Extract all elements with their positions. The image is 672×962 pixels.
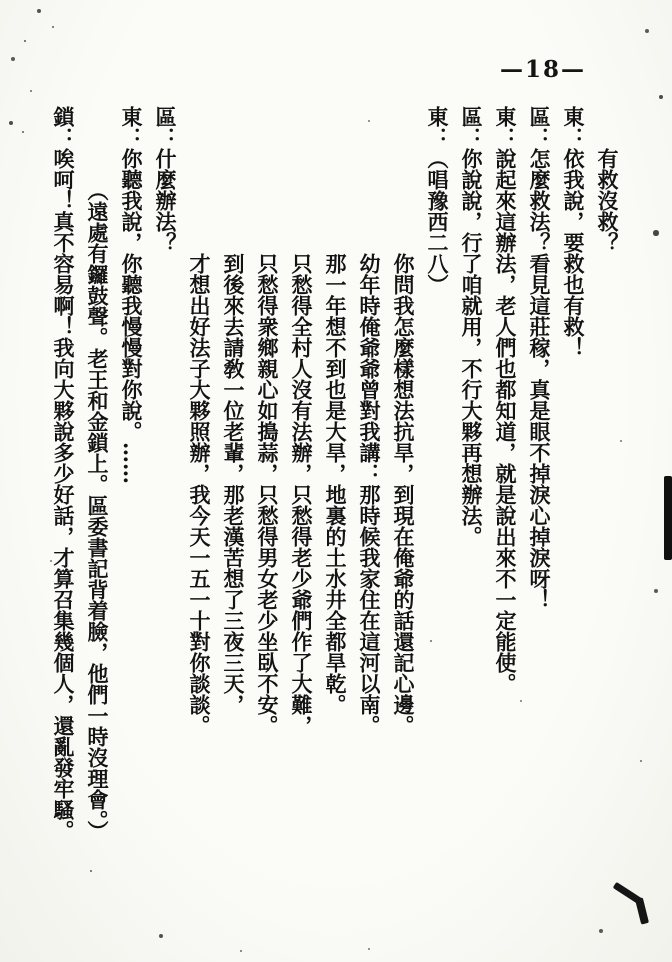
dialogue-line: 東：依我說，要救也有救！ (561, 106, 586, 358)
dialogue-line: 東：說起來這辦法，老人們也都知道，就是說出來不一定能使。 (493, 106, 518, 694)
dialogue-line: 區：怎麼救法？看見這莊稼，真是眼不掉淚心掉淚呀！ (527, 106, 552, 610)
dialogue-line: 區：你說說，行了咱就用，不行大夥再想辦法。 (459, 106, 484, 547)
dialogue-line: 區：什麼辦法？ (153, 106, 178, 253)
page-number: —18— (499, 56, 586, 83)
stage-direction: （遠處有鑼鼓聲。老王和金鎖上。區委書記背着臉，他們一時沒理會。） (85, 179, 110, 841)
verse-line: 幼年時俺爺爺曾對我講：那時候我家住在這河以南。 (357, 253, 382, 736)
verse-line: 只愁得衆鄉親心如搗蒜，只愁得男女老少坐臥不安。 (255, 253, 280, 736)
dialogue-line: 鎖：唉呵！真不容易啊！我向大夥說多少好話，才算召集幾個人，還亂發牢騷。 (51, 106, 76, 841)
verse-line: 你問我怎麼樣想法抗旱，到現在俺爺的話還記心邊。 (391, 253, 416, 736)
scan-artifact-edge-bar (664, 476, 672, 560)
dialogue-line: 東：你聽我說，你聽我慢慢對你說。…… (119, 106, 144, 484)
scan-artifact-corner-mark (635, 897, 649, 924)
verse-line: 才想出好法子大夥照辦，我今天一五一十對你談談。 (187, 253, 212, 736)
verse-line: 只愁得全村人沒有法辦，只愁得老少爺們作了大難， (289, 253, 314, 736)
verse-continuation: 有救沒救？ (595, 148, 620, 253)
verse-line: 那一年想不到也是大旱，地裏的土水井全都旱乾。 (323, 253, 348, 715)
vertical-text-block (47, 106, 624, 898)
dialogue-line: 東：（唱豫西二八） (425, 106, 450, 295)
verse-line: 到後來去請敎一位老輩，那老漢苦想了三夜三天， (221, 253, 246, 715)
scan-noise-speckles (0, 0, 2, 2)
